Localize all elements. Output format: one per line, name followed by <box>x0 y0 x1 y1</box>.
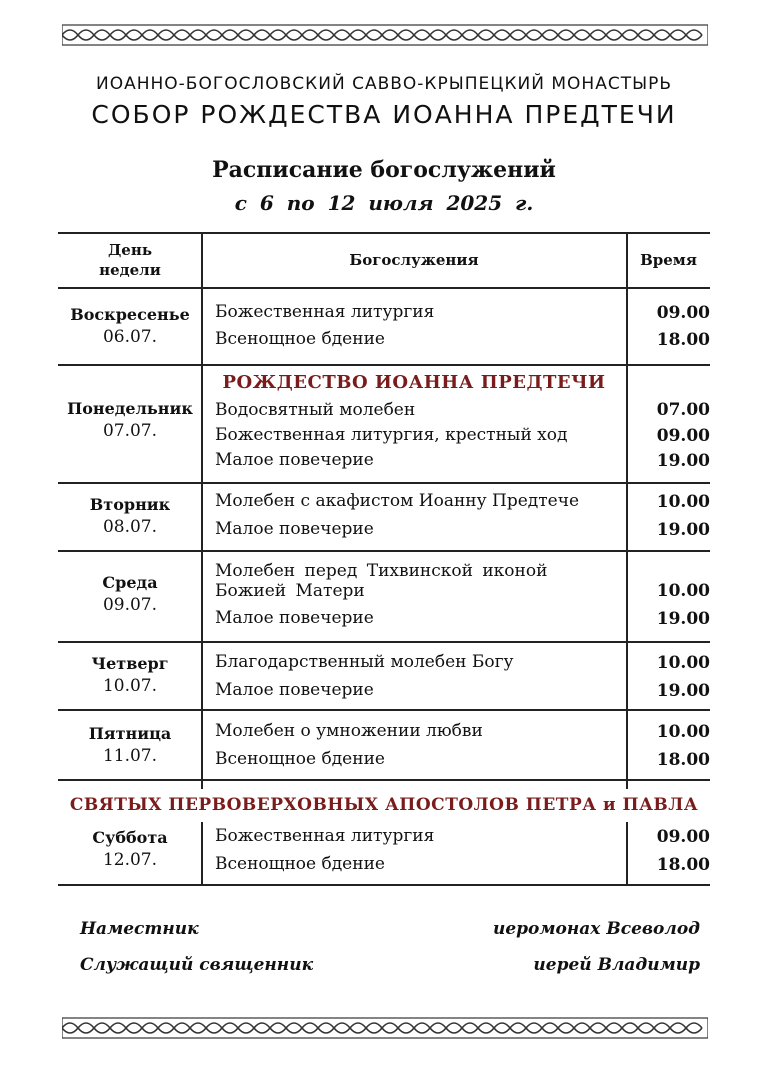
service-name: Водосвятный молебен <box>215 400 416 420</box>
row-divider <box>58 482 710 484</box>
service-time: 18.00 <box>656 855 710 875</box>
signature-name: иеромонах Всеволод <box>492 919 700 939</box>
column-divider-2 <box>626 232 628 789</box>
day-name: Суббота <box>92 828 168 847</box>
signature-role: Служащий священник <box>80 955 314 975</box>
signature-role: Наместник <box>80 919 199 939</box>
day-date: 11.07. <box>102 746 158 766</box>
service-name: Молебен о умножении любви <box>215 721 483 741</box>
column-header-time: Время <box>640 251 697 269</box>
monastery-name: ИОАННО-БОГОСЛОВСКИЙ САВВО-КРЫПЕЦКИЙ МОНАСТЫРЬ <box>96 74 672 94</box>
service-name: Всенощное бдение <box>215 329 385 349</box>
service-name: Малое повечерие <box>215 680 374 700</box>
service-name: Молебен перед Тихвинской иконой <box>215 561 548 581</box>
service-time: 09.00 <box>656 827 710 847</box>
row-divider <box>58 641 710 643</box>
service-name: Божественная литургия, крестный ход <box>215 425 568 445</box>
day-date: 10.07. <box>102 676 158 696</box>
service-name: Малое повечерие <box>215 450 374 470</box>
column-header-services: Богослужения <box>349 251 479 269</box>
row-divider <box>58 779 710 781</box>
service-name: Благодарственный молебен Богу <box>215 652 514 672</box>
knot-border-bottom-icon <box>62 1017 708 1039</box>
day-date: 06.07. <box>102 327 158 347</box>
service-time: 18.00 <box>656 330 710 350</box>
service-name: Божией Матери <box>215 581 365 601</box>
row-divider <box>58 709 710 711</box>
row-divider <box>58 364 710 366</box>
service-name: Малое повечерие <box>215 519 374 539</box>
day-name: Пятница <box>88 724 172 743</box>
feast-title: СВЯТЫХ ПЕРВОВЕРХОВНЫХ АПОСТОЛОВ ПЕТРА и ПАВЛА <box>69 795 699 815</box>
table-top-rule <box>58 232 710 234</box>
day-name: Понедельник <box>67 399 193 418</box>
day-date: 07.07. <box>102 421 158 441</box>
day-name: Среда <box>102 573 158 592</box>
service-time: 10.00 <box>656 581 710 601</box>
service-time: 19.00 <box>656 520 710 540</box>
service-name: Всенощное бдение <box>215 854 385 874</box>
table-bottom-rule <box>58 884 710 886</box>
service-time: 09.00 <box>656 426 710 446</box>
day-date: 08.07. <box>102 517 158 537</box>
service-time: 07.00 <box>656 400 710 420</box>
schedule-title: Расписание богослужений <box>212 157 556 183</box>
knot-border-top-icon <box>62 24 708 46</box>
service-name: Божественная литургия <box>215 302 435 322</box>
service-time: 10.00 <box>656 653 710 673</box>
service-time: 18.00 <box>656 750 710 770</box>
day-name: Вторник <box>89 495 171 514</box>
service-time: 19.00 <box>656 609 710 629</box>
day-date: 09.07. <box>102 595 158 615</box>
table-header-rule <box>58 287 710 289</box>
service-time: 10.00 <box>656 492 710 512</box>
day-name: Воскресенье <box>70 305 190 324</box>
service-time: 19.00 <box>656 681 710 701</box>
service-time: 19.00 <box>656 451 710 471</box>
day-name: Четверг <box>91 654 169 673</box>
column-divider-2 <box>626 822 628 885</box>
service-time: 10.00 <box>656 722 710 742</box>
service-name: Божественная литургия <box>215 826 435 846</box>
service-name: Всенощное бдение <box>215 749 385 769</box>
day-date: 12.07. <box>102 850 158 870</box>
cathedral-name: СОБОР РОЖДЕСТВА ИОАННА ПРЕДТЕЧИ <box>91 100 677 129</box>
service-name: Молебен с акафистом Иоанну Предтече <box>215 491 580 511</box>
row-divider <box>58 550 710 552</box>
service-time: 09.00 <box>656 303 710 323</box>
signature-name: иерей Владимир <box>533 955 700 975</box>
date-range: с 6 по 12 июля 2025 г. <box>234 191 534 215</box>
feast-title: РОЖДЕСТВО ИОАННА ПРЕДТЕЧИ <box>222 372 606 393</box>
service-name: Малое повечерие <box>215 608 374 628</box>
column-header-day: День <box>107 241 153 259</box>
column-header-day: недели <box>99 261 161 279</box>
